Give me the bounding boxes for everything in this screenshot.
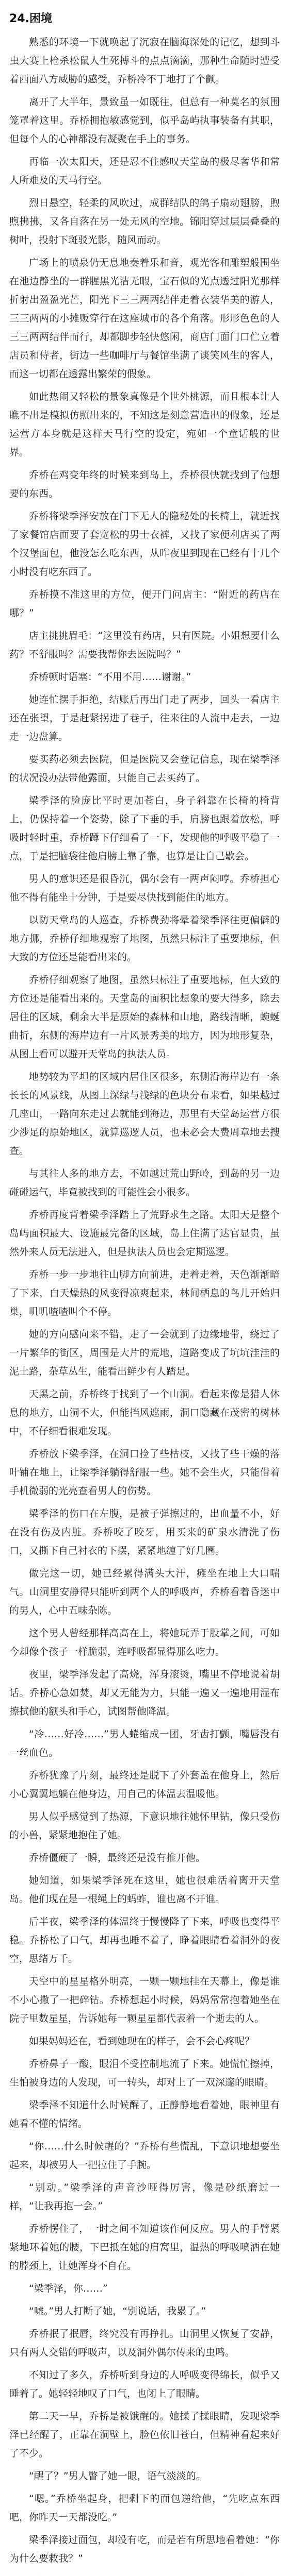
paragraph: “冷……好冷……”男人蜷缩成一团，牙齿打颤，嘴唇没有一丝血色。: [9, 1728, 280, 1758]
paragraph: 梁季泽不知道什么时候醒了，正静静地看着她，眼神里有她看不懂的情绪。: [9, 2099, 280, 2129]
paragraph: 再临一次太阳天，还是忍不住感叹天堂岛的极尽奢华和常人所难及的天马行空。: [9, 156, 280, 186]
chapter-body: [9, 33, 280, 2576]
paragraph: “梁季泽，你……”: [29, 2282, 108, 2294]
paragraph: “嗯。”乔桥坐起身，把剩下的面包递给他，“先吃点东西吧，你昨天一天都没吃。”: [9, 2493, 280, 2523]
chapter-title: 24.困境: [9, 12, 52, 25]
paragraph: 乔桥放下梁季泽，在洞口捡了些枯枝，又找了些干燥的落叶铺在地上，让梁季泽躺得舒服一些。她不会生火，只能借着手机微弱的光亮查看男人的伤势。: [9, 1448, 280, 1497]
paragraph: 以防天堂岛的人巡查，乔桥费劲将晕着梁季泽往更偏僻的地方挪，乔桥仔细地观察了地图，虽然只标注了重要地标，但大致的方位还是能看出来的。: [9, 914, 280, 963]
paragraph: 她知道，如果梁季泽死在这里，她也很难活着离开天堂岛。他们现在是一根绳上的蚂蚱，谁也离不开谁。: [9, 1874, 280, 1905]
paragraph: 梁季泽接过面包，却没有吃，而是若有所思地看着她：“你为什么要救我？”: [9, 2534, 280, 2564]
paragraph: 熟悉的环境一下就唤起了沉寂在脑海深处的记忆，想到斗虫大赛上枪杀松鼠人生死搏斗的点点滴滴，那种生命随时遭受着西面八方威胁的感受，乔桥冷不丁地打了个颤。: [9, 36, 280, 85]
paragraph: 要买药必须去医院，但是医院又会登记信息，现在梁季泽的状况没办法带他露面，只能自己去买药了。: [9, 753, 280, 784]
paragraph: “嘘。”男人打断了她，“别说话，我累了。”: [29, 2305, 206, 2317]
paragraph: 乔桥鼻子一酸，眼泪不受控制地流了下来。她慌忙擦掉，生怕被身边的人发现，可一转头，却对上了一双深邃的眼睛。: [9, 2058, 280, 2088]
paragraph: 乔桥在鸡变年终的时候来到岛上，乔桥很快就找到了他想要的东西。: [9, 469, 280, 499]
paragraph: 男人似乎感觉到了热源，下意识地往她怀里钻，像只受伤的小兽，紧紧地抱住了她。: [9, 1810, 280, 1841]
paragraph: 乔桥愣住了，一时之间不知道该作何反应。男人的手臂紧紧地环着她的腰，下巴抵在她的肩窝里，温热的呼吸喷洒在她的脖颈上，让她浑身不自在。: [9, 2223, 280, 2272]
paragraph: 离开了大半年，景致虽一如既往，但总有一种莫名的氛围笼罩着这里。乔桥拥抱敏感觉到，似乎岛屿执事装备有其职，但每个人的心神都没有凝聚在手上的事务。: [9, 96, 280, 145]
paragraph: 与其往人多的地方去，不如越过荒山野岭，到岛的另一边碰碰运气，毕竟被找到的可能性会小很多。: [9, 1167, 280, 1198]
paragraph: 乔桥一步一步地往山脚方向前进，走着走着，天色渐渐暗了下来，白天燥热的风变得凉爽起来，林间栖息的鸟儿开始归巢，叽叽喳喳叫个不停。: [9, 1268, 280, 1317]
paragraph: “醒了？”男人瞥了她一眼，语气淡淡的。: [29, 2470, 206, 2482]
paragraph: 地势较为平坦的区域内居住区很多，东侧沿海岸边有一条长长的风景线，从图上深绿与浅绿的色块分布来看，如果越过几座山，一路向东走过去就能到海边，那里有天堂岛运营方很少涉足的原始地区，就算巡逻人员，也未必会大费周章地去搜查。: [9, 1071, 280, 1157]
paragraph: 后半夜，梁季泽的体温终于慢慢降了下来，呼吸也变得平稳。乔桥松了口气，却再也睡不着了，睁着眼睛看着洞外的夜空，思绪万千。: [9, 1916, 280, 1964]
paragraph: 乔桥犹豫了片刻，最终还是脱下了外套盖在他身上，然后小心翼翼地躺在他身边，用自己的体温去温暖他。: [9, 1769, 280, 1800]
paragraph: 乔桥将梁季泽安放在门下无人的隐秘处的长椅上，就近找了家餐馆店面要了套宽松的男士衣裤，又找了家便利店买了两个汉堡面包，他没怎么吃东西，从昨夜里到现在已经有十几个小时没有吃东西了。: [9, 510, 280, 578]
paragraph: 不知过了多久，乔桥听到身边的人呼吸变得绵长，似乎又睡着了。她轻轻地叹了口气，也闭上了眼睛。: [9, 2369, 280, 2399]
paragraph: [9, 2572, 280, 2576]
paragraph: 梁季泽的脸庞比平时更加苍白，身子斜靠在长椅的椅背上，仍保持着一个姿势，除了下垂的手，肩膀也跟着放松，呼吸时轻时重，乔桥蹲下仔细看了一下，发现他的呼吸平稳了一点，于是把脑袋往他肩膀上靠了靠，也算是让自己歇会。: [9, 794, 280, 862]
paragraph: “别动。”梁季泽的声音沙哑得厉害，像是砂纸磨过一样，“让我再抱一会。”: [9, 2181, 280, 2212]
paragraph: 天黑之前，乔桥终于找到了一个山洞。看起来像是猎人休息的地方，山洞不大，但能挡风遮雨，洞口隐藏在茂密的树林中，不仔细看很难发现。: [9, 1388, 280, 1437]
paragraph: 乔桥顿时语塞：“不用不用……谢谢。”: [29, 671, 191, 683]
paragraph: 烈日悬空，轻柔的风吹过，成群结队的鸽子扇动翅膀，煦煦拂拂，又各自落在另一处无风的空地。锦阳穿过层层叠叠的树叶，投射下斑驳光影，随风而动。: [9, 197, 280, 246]
paragraph: 如此热闹又轻松的景象真像是个世外桃源，而且根本让人瞧不出是模拟仿照出来的，不知这是刻意营造出的假象，还是运营方本身就是这样天马行空的设定，宛如一个童话般的世界。: [9, 391, 280, 458]
paragraph: 乔桥抿了抿唇，终究没有再挣扎。山洞里又恢复了安静，只有两人交错的呼吸声，以及洞外偶尔传来的虫鸣。: [9, 2328, 280, 2358]
paragraph: 广场上的喷泉仍无息地奏着乐和音，观光客和雕塑般围坐在池边静坐的一群腥黑光洁无暇，宝石似的光点透过阳光那样折射出盈盈光芒，阳光下三三两两结伴走着衣装华美的游人，三三两两的小摊贩穿行在这座城市的各个角落。形形色色的人三三两两结伴而行，却都脚步轻快悠闲，商店门面门口伫立着店员和侍者，街边一些咖啡厅与餐馆坐满了谈笑风生的客人，而这一切都在透露出繁荣的假象。: [9, 257, 280, 380]
paragraph: 第二天一早，乔桥是被饿醒的。她揉了揉眼睛，发现梁季泽已经醒了，正靠在洞壁上，脸色依旧苍白，但精神看起来好了不少。: [9, 2410, 280, 2459]
paragraph: 她的方向感向来不错，走了一会就到了边缘地带，绕过了一片繁华的街区，周围是大片的荒地，道路变成了坑坑洼洼的泥土路，杂草丛生，能看出鲜少有人踏足。: [9, 1328, 280, 1377]
paragraph: “你……什么时候醒的？”乔桥有些慌乱，下意识地想要坐起来，却被男人一把拉住了手腕。: [9, 2140, 280, 2171]
paragraph: 夜里，梁季泽发起了高烧，浑身滚烫，嘴里不停地说着胡话。乔桥心急如焚，却又无能为力，只能一遍又一遍地用湿布擦拭他的额头和手心，试图帮他降温。: [9, 1668, 280, 1717]
paragraph: 梁季泽的伤口在左腹，是被子弹擦过的，出血量不小，好在没有伤及内脏。乔桥咬了咬牙，用买来的矿泉水清洗了伤口，又撕下自己衬衣的下摆，紧紧地缠了好几圈。: [9, 1507, 280, 1556]
paragraph: 男人的意识还是很昏沉，偶尔会有一两声闷哼。乔桥担心他不得有能坐十分钟，于是要尽快找到能住的地方。: [9, 873, 280, 903]
paragraph: 乔桥僵硬了一瞬，最终还是没有推开他。: [29, 1852, 206, 1863]
paragraph: 店主挑挑眉毛：“这里没有药店，只有医院。小姐想要什么药？不舒服吗？需要我帮你去医院吗？”: [9, 630, 280, 660]
paragraph: 如果妈妈还在，看到她现在的样子，会不会心疼呢？: [29, 2035, 255, 2047]
paragraph: 乔桥摸不准这里的方位，便开门问店主：“附近的药店在哪？”: [9, 588, 280, 619]
paragraph: 做完这一切，她已经累得满头大汗，瘫坐在地上大口喘气。山洞里安静得只能听到两个人的呼吸声，乔桥看着昏迷中的男人，心中五味杂陈。: [9, 1567, 280, 1616]
paragraph: 这个男人曾经那样高高在上，将她玩弄于股掌之间，可如今却像个孩子一样脆弱，连呼吸都显得那么吃力。: [9, 1627, 280, 1657]
paragraph: 乔桥仔细观察了地图，虽然只标注了重要地标，但大致的方位还是能看出来的。天堂岛的面积比想象的要大得多，除去居住的区域，剩余大半是原始的森林和山地，路线清晰，蜿蜒曲折，东侧的海岸边有一片风景秀美的地方，因为地形复杂，从图上看可以避开天堂岛的执法人员。: [9, 974, 280, 1060]
paragraph: 天空中的星星格外明亮，一颗一颗地挂在天幕上，像是谁不小心撒了一把碎钻。乔桥想起小时候，妈妈常常抱着她坐在院子里数星星，告诉她每一颗星星都代表着一个逝去的人。: [9, 1975, 280, 2024]
paragraph: 乔桥再度背着梁季泽踏上了荒野求生之路。太阳天是整个岛屿面积最大、设施最完备的区域，岛上住满了达官显贵，虽然外来人员无法进入，但是执法人员也会定期巡逻。: [9, 1209, 280, 1258]
paragraph: 她连忙摆手拒绝，结账后再出门走了两步，回头一看店主还在张望，于是赶紧拐进了巷子，往来往的人流中走去，一边走一边盘算。: [9, 693, 280, 742]
